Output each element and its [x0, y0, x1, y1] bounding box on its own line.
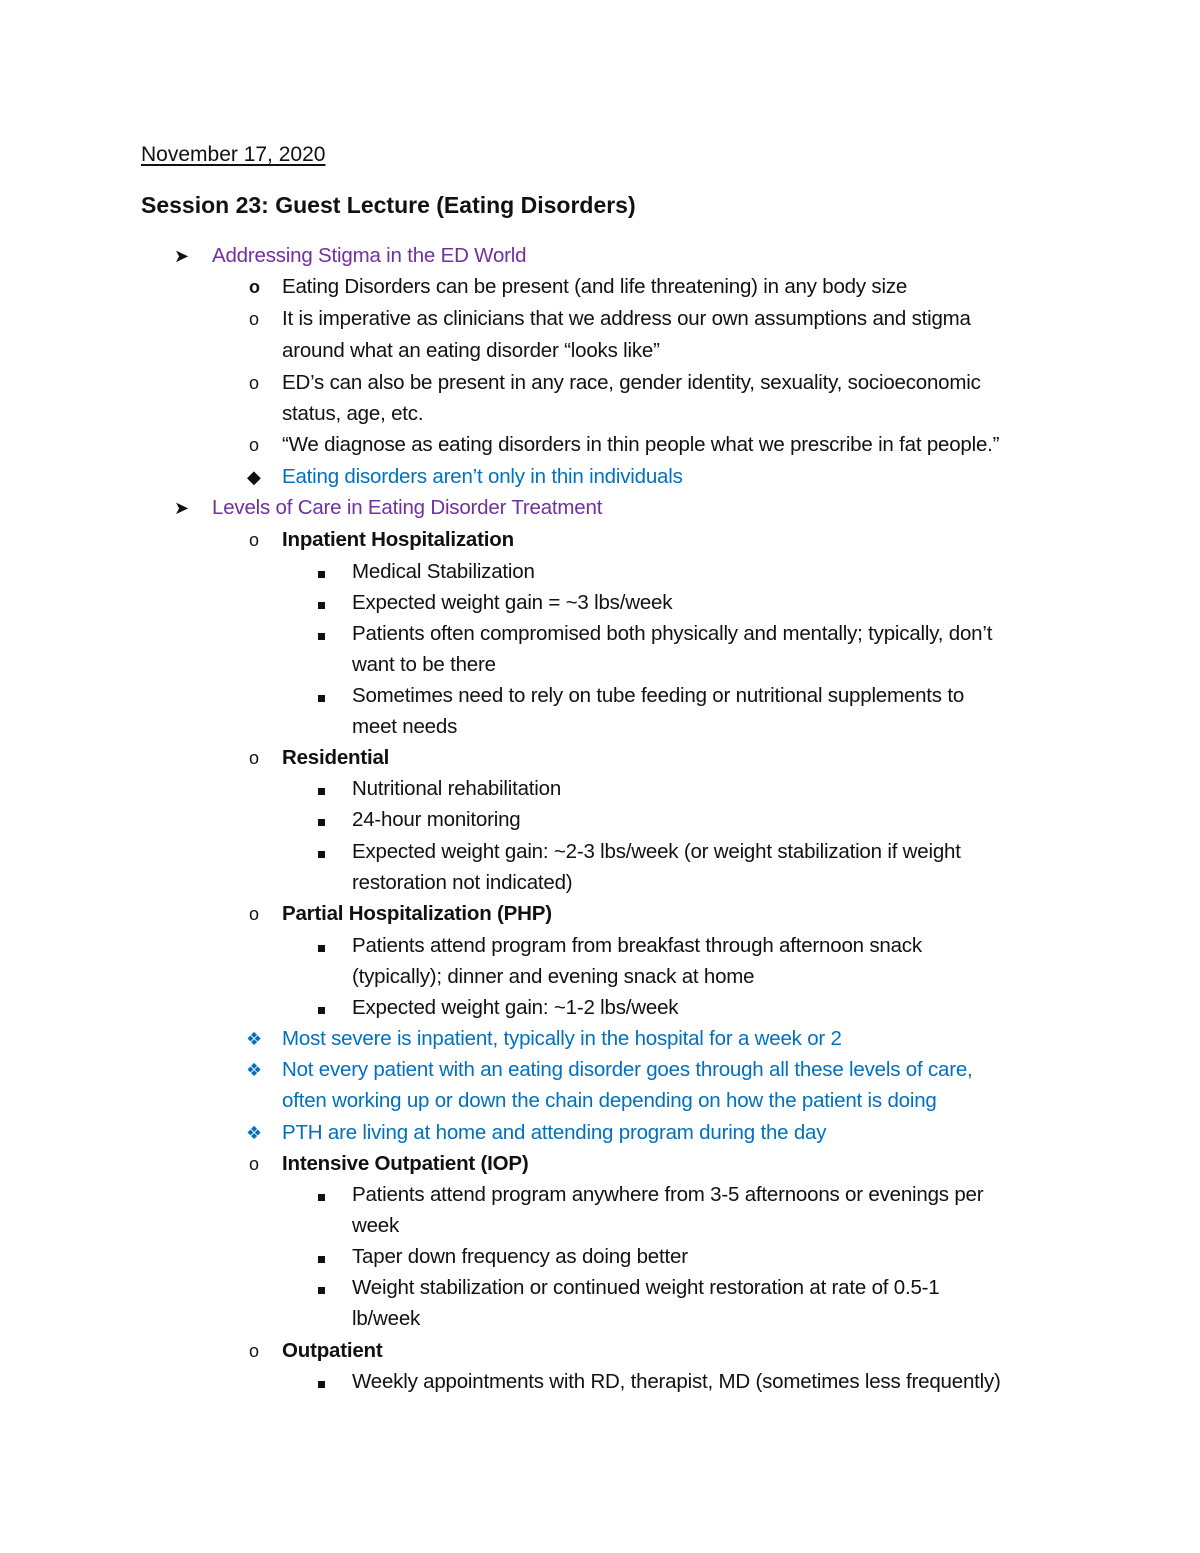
list-item-continuation: (typically); dinner and evening snack at home — [352, 965, 755, 988]
list-item: 24-hour monitoring — [352, 808, 521, 831]
square-bullet-icon — [318, 839, 325, 865]
arrow-bullet-icon: ➤ — [174, 498, 190, 518]
square-bullet-icon — [318, 1369, 325, 1395]
list-item: Weekly appointments with RD, therapist, MD (sometimes less frequently) — [352, 1370, 1001, 1393]
note-item: PTH are living at home and attending program during the day — [282, 1121, 827, 1144]
list-item: Expected weight gain = ~3 lbs/week — [352, 591, 673, 614]
section-heading-levels: Levels of Care in Eating Disorder Treatment — [212, 496, 603, 519]
list-item: “We diagnose as eating disorders in thin people what we prescribe in fat people.” — [282, 433, 1000, 456]
clover-bullet-icon: ❖ — [246, 1060, 263, 1080]
level-label-iop: Intensive Outpatient (IOP) — [282, 1152, 529, 1175]
list-item: Weight stabilization or continued weight restoration at rate of 0.5-1 — [352, 1276, 940, 1299]
circle-bullet-icon: o — [249, 530, 260, 550]
list-item: Expected weight gain: ~1-2 lbs/week — [352, 996, 679, 1019]
list-item: Patients attend program from breakfast through afternoon snack — [352, 934, 922, 957]
list-item-continuation: around what an eating disorder “looks like” — [282, 339, 660, 362]
square-bullet-icon — [318, 776, 325, 802]
circle-bullet-icon: o — [249, 277, 260, 297]
square-bullet-icon — [318, 1182, 325, 1208]
square-bullet-icon — [318, 1275, 325, 1301]
note-item: Most severe is inpatient, typically in the hospital for a week or 2 — [282, 1027, 842, 1050]
note-item: Not every patient with an eating disorder goes through all these levels of care, — [282, 1058, 973, 1081]
square-bullet-icon — [318, 559, 325, 585]
circle-bullet-icon: o — [249, 748, 260, 768]
circle-bullet-icon: o — [249, 435, 260, 455]
document-date: November 17, 2020 — [141, 143, 326, 166]
list-item-continuation: week — [352, 1214, 400, 1237]
clover-bullet-icon: ❖ — [246, 1123, 263, 1143]
list-item-continuation: want to be there — [352, 653, 496, 676]
list-item: It is imperative as clinicians that we address our own assumptions and stigma — [282, 307, 971, 330]
note-item-continuation: often working up or down the chain depending on how the patient is doing — [282, 1089, 937, 1112]
list-item-continuation: lb/week — [352, 1307, 421, 1330]
list-item: Patients attend program anywhere from 3-5 afternoons or evenings per — [352, 1183, 984, 1206]
arrow-bullet-icon: ➤ — [174, 246, 190, 266]
list-item: ED’s can also be present in any race, gender identity, sexuality, socioeconomic — [282, 371, 981, 394]
list-item-continuation: meet needs — [352, 715, 458, 738]
square-bullet-icon — [318, 621, 325, 647]
clover-bullet-icon: ❖ — [246, 1029, 263, 1049]
level-label-php: Partial Hospitalization (PHP) — [282, 902, 552, 925]
list-item: Expected weight gain: ~2-3 lbs/week (or weight stabilization if weight — [352, 840, 961, 863]
section-heading-stigma: Addressing Stigma in the ED World — [212, 244, 527, 267]
list-item: Patients often compromised both physically and mentally; typically, don’t — [352, 622, 993, 645]
list-item: Taper down frequency as doing better — [352, 1245, 688, 1268]
square-bullet-icon — [318, 933, 325, 959]
level-label-residential: Residential — [282, 746, 390, 769]
circle-bullet-icon: o — [249, 1154, 260, 1174]
document-title: Session 23: Guest Lecture (Eating Disorders) — [141, 192, 636, 218]
circle-bullet-icon: o — [249, 1341, 260, 1361]
list-item: Nutritional rehabilitation — [352, 777, 562, 800]
circle-bullet-icon: o — [249, 904, 260, 924]
list-item: Medical Stabilization — [352, 560, 535, 583]
diamond-bullet-icon: ◆ — [247, 467, 261, 487]
square-bullet-icon — [318, 683, 325, 709]
square-bullet-icon — [318, 1244, 325, 1270]
square-bullet-icon — [318, 590, 325, 616]
square-bullet-icon — [318, 807, 325, 833]
list-item: Sometimes need to rely on tube feeding or nutritional supplements to — [352, 684, 965, 707]
list-item: Eating Disorders can be present (and life threatening) in any body size — [282, 275, 908, 298]
circle-bullet-icon: o — [249, 373, 260, 393]
square-bullet-icon — [318, 995, 325, 1021]
note-item: Eating disorders aren’t only in thin individuals — [282, 465, 683, 488]
list-item-continuation: status, age, etc. — [282, 402, 424, 425]
level-label-outpatient: Outpatient — [282, 1339, 383, 1362]
list-item-continuation: restoration not indicated) — [352, 871, 573, 894]
level-label-inpatient: Inpatient Hospitalization — [282, 528, 514, 551]
circle-bullet-icon: o — [249, 309, 260, 329]
